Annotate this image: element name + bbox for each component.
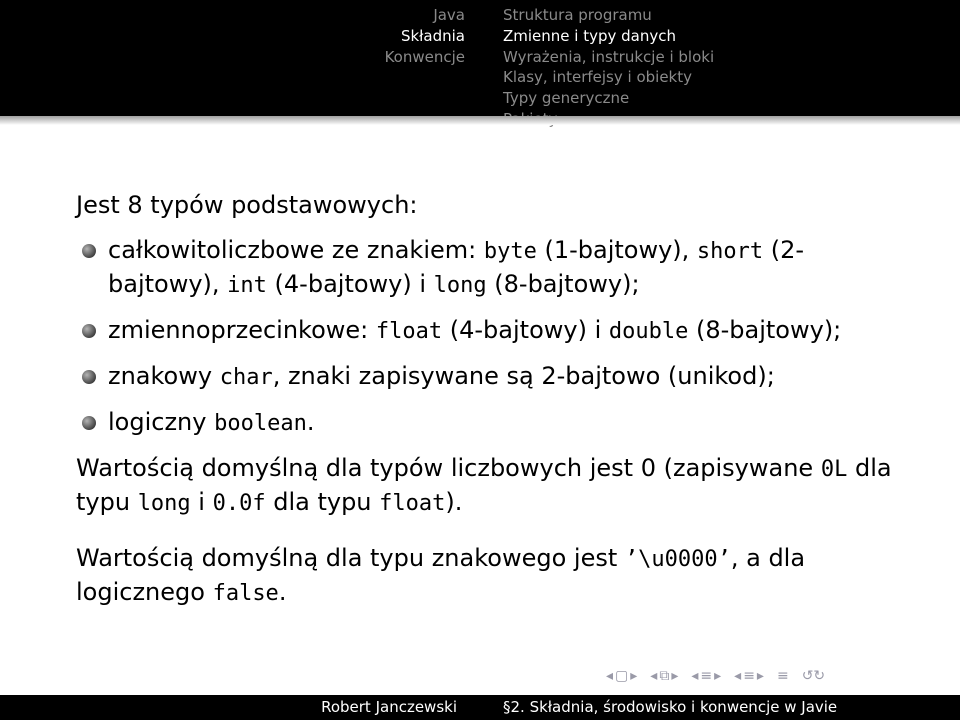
paragraph-default-char [76, 542, 916, 610]
code-boolean: boolean [214, 411, 307, 436]
footer-author: Robert Janczewski [321, 698, 457, 716]
nav-section[interactable] [691, 668, 721, 684]
code-double: double [608, 319, 689, 344]
text: (4-bajtowy) i [442, 316, 609, 344]
beamer-navigation [606, 668, 825, 684]
bullet-icon [82, 416, 96, 430]
text: (8-bajtowy); [486, 270, 640, 298]
text: . [278, 578, 287, 606]
text: (8-bajtowy); [688, 316, 842, 344]
text: dla typu [76, 454, 892, 516]
arrow-left-icon: ◂ [734, 668, 742, 684]
text: logiczny [108, 408, 215, 436]
text: zmiennoprzecinkowe: [108, 316, 376, 344]
subsection-klasy[interactable]: Klasy, interfejsy i obiekty [503, 68, 692, 87]
nav-frame[interactable] [606, 668, 637, 684]
text: Wartością domyślną dla typów liczbowych jest 0 (zapisywane [76, 454, 821, 482]
part-icon: ≡ [743, 668, 755, 684]
code-short: short [696, 239, 764, 264]
bullet-icon [82, 324, 96, 338]
text: (1-bajtowy), [536, 236, 697, 264]
subsection-icon: ⧉ [659, 668, 670, 684]
bullet-icon [82, 244, 96, 258]
section-konwencje[interactable]: Konwencje [384, 48, 465, 66]
intro-text: Jest 8 typów podstawowych: [76, 191, 418, 219]
footer-title: §2. Składnia, środowisko i konwencje w Javie [503, 698, 838, 716]
code-false: false [212, 581, 279, 606]
section-icon: ≡ [700, 668, 713, 684]
text: znakowy [108, 362, 220, 390]
arrow-left-icon: ◂ [606, 668, 614, 684]
bullet-icon [82, 370, 96, 384]
text: całkowitoliczbowe ze znakiem: [108, 236, 484, 264]
list-item-char [108, 360, 916, 394]
slide-content [76, 186, 916, 632]
section-java[interactable]: Java [433, 6, 465, 24]
text: (2-bajtowy), [108, 236, 805, 298]
subsection-zmienne[interactable]: Zmienne i typy danych [503, 26, 677, 45]
subsection-struktura[interactable]: Struktura programu [503, 6, 652, 24]
arrow-left-icon: ◂ [650, 668, 658, 684]
section-nav [0, 0, 491, 116]
text: , znaki zapisywane są 2-bajtowo (unikod); [272, 362, 775, 390]
code-long: long [433, 273, 487, 298]
text: (4-bajtowy) i [266, 270, 434, 298]
text: ). [445, 488, 463, 516]
footer-bar [0, 695, 960, 720]
arrow-right-icon: ▸ [756, 668, 764, 684]
search-icon[interactable]: ↺↻ [801, 668, 826, 684]
subsection-nav [491, 0, 714, 116]
arrow-right-icon: ▸ [671, 668, 679, 684]
arrow-right-icon: ▸ [630, 668, 638, 684]
section-skladnia[interactable]: Składnia [400, 27, 465, 45]
nav-subsection[interactable] [650, 668, 678, 684]
paragraph-default-numeric [76, 452, 916, 520]
arrow-right-icon: ▸ [714, 668, 722, 684]
list-item-integer [108, 234, 808, 302]
type-list [76, 234, 916, 440]
frame-icon: ▢ [615, 668, 629, 684]
code-char: char [219, 365, 273, 390]
align-icon[interactable]: ≡ [776, 668, 789, 684]
code-int: int [227, 273, 267, 298]
text: . [306, 408, 315, 436]
code-byte: byte [483, 239, 537, 264]
nav-part[interactable] [734, 668, 764, 684]
list-item-float [108, 314, 916, 348]
code-0-0f: 0.0f [212, 491, 266, 516]
code-long: long [137, 491, 191, 516]
subsection-typy-generyczne[interactable]: Typy generyczne [503, 89, 630, 108]
text: i [190, 488, 213, 516]
header-bar [0, 0, 960, 116]
subsection-wyrazenia[interactable]: Wyrażenia, instrukcje i bloki [503, 47, 715, 66]
code-0L: 0L [820, 457, 848, 482]
text: dla typu [265, 488, 380, 516]
code-float: float [375, 319, 443, 344]
list-item-boolean [108, 406, 916, 440]
arrow-left-icon: ◂ [691, 668, 699, 684]
header-shadow [0, 116, 960, 125]
code-u0000: ’\u0000’ [624, 547, 731, 572]
code-float: float [379, 491, 446, 516]
text: Wartością domyślną dla typu znakowego jest [76, 544, 625, 572]
text: , a dla logicznego [76, 544, 806, 606]
